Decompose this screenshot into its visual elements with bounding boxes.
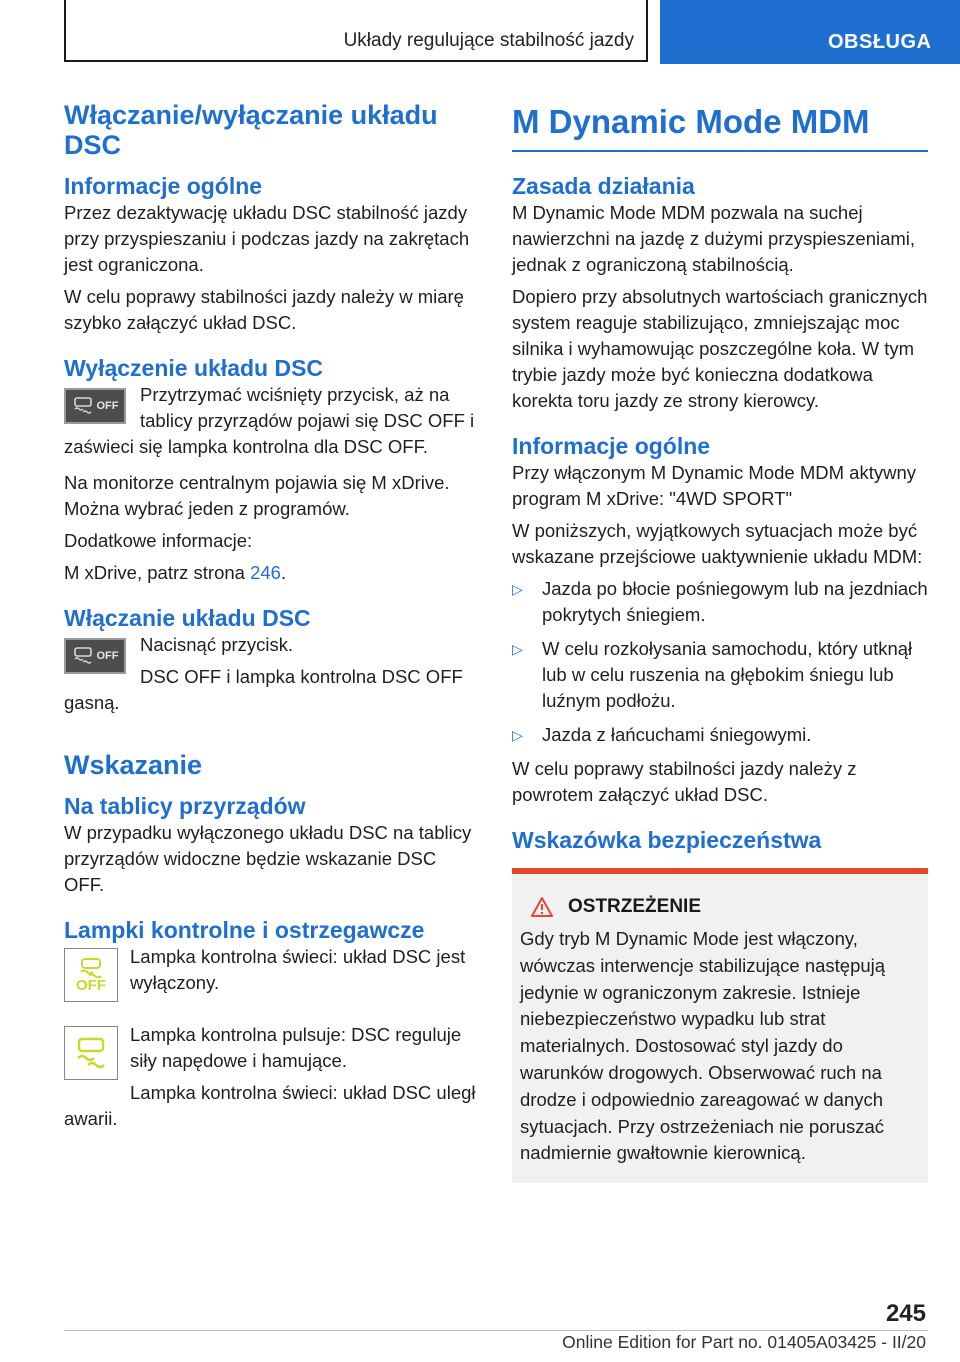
dsc-lamp-icon: [64, 1026, 118, 1080]
subheading-general-info: Informacje ogólne: [512, 433, 711, 459]
header-title: Układy regulujące stabilność jazdy: [343, 30, 634, 51]
footer-edition: Online Edition for Part no. 01405A03425 - II/20: [562, 1332, 926, 1352]
dsc-off-button-icon: [64, 638, 126, 674]
subheading-instrument-panel: Na tablicy przyrządów: [64, 793, 306, 819]
dsc-off-lamp-icon: [64, 948, 118, 1002]
lamp-row-off: [64, 944, 478, 1008]
subheading-safety-note: Wskazówka bezpieczeństwa: [512, 827, 822, 853]
situation-list: [512, 576, 928, 748]
skidding-car-icon: [72, 397, 94, 415]
dsc-off-button-icon: [64, 388, 126, 424]
paragraph: Lampka kontrolna świeci: układ DSC uległ awarii.: [64, 1082, 476, 1129]
paragraph: Przy włączonym M Dynamic Mode MDM aktywny program M xDrive: "4WD SPORT": [512, 462, 916, 509]
paragraph: Dodatkowe informacje:: [64, 530, 253, 551]
page-link-246[interactable]: 246: [250, 562, 281, 583]
subheading-general-info: Informacje ogólne: [64, 173, 263, 199]
paragraph: DSC OFF i lampka kontrolna DSC OFF gasną.: [64, 666, 463, 713]
list-item: ▷ Jazda z łańcuchami śniegowymi.: [512, 722, 928, 748]
bullet-triangle-icon: ▷: [512, 581, 523, 597]
paragraph: Lampka kontrolna świeci: układ DSC jest wyłączony.: [130, 946, 466, 993]
button-off-label: OFF: [96, 650, 119, 662]
page-number: 245: [885, 1300, 926, 1327]
paragraph: W przypadku wyłączonego układu DSC na tablicy przyrządów widoczne będzie wskazanie DSC OFF.: [64, 822, 472, 895]
paragraph: Przez dezaktywację układu DSC stabilność jazdy przy przyspieszaniu i podczas jazdy na zakrętach jest ograniczona.: [64, 202, 470, 275]
button-off-label: OFF: [96, 400, 119, 412]
dsc-on-instruction: [64, 632, 478, 716]
paragraph: W celu poprawy stabilności jazdy należy w miarę szybko załączyć układ DSC.: [64, 286, 464, 333]
skidding-car-icon: [74, 1036, 108, 1070]
warning-title: OSTRZEŻENIE: [568, 896, 702, 917]
subheading-principle: Zasada działania: [512, 173, 695, 199]
paragraph: Lampka kontrolna pulsuje: DSC reguluje siły napędowe i hamujące.: [130, 1024, 462, 1071]
warning-text: Gdy tryb M Dynamic Mode jest włączony, wówczas interwencje stabilizujące następują jedynie w ograniczonym zakresie. Istnieje niebezpieczeństwo wypadku lub strat materialnych. Dostosować styl jazdy do warunków drogowych. Obserwować ruch na drodze i odpowiednio zareagować w danych sytuacjach. Przy ostrzeżeniach nie poruszać nadmiernie gwałtownie kierownicą.: [520, 928, 886, 1164]
paragraph: W poniższych, wyjątkowych sytuacjach może być wskazane przejściowe uaktywnienie układu MDM:: [512, 520, 923, 567]
skidding-car-icon: [78, 958, 104, 978]
left-column: [64, 100, 478, 1132]
paragraph: W celu poprawy stabilności jazdy należy z powrotem załączyć układ DSC.: [512, 758, 857, 805]
subheading-warning-lamps: Lampki kontrolne i ostrzegawcze: [64, 917, 425, 943]
paragraph: M Dynamic Mode MDM pozwala na suchej nawierzchni na jazdę z dużymi przyspieszeniami, jednak z ograniczoną stabilnością.: [512, 202, 916, 275]
right-column: [512, 100, 928, 1183]
subheading-dsc-off: Wyłączenie układu DSC: [64, 355, 324, 381]
header-frame: [64, 0, 648, 62]
warning-box: [512, 868, 928, 1183]
paragraph: Przytrzymać wciśnięty przycisk, aż na tablicy przyrządów pojawi się DSC OFF i zaświeci się lampka kontrolna dla DSC OFF.: [64, 384, 475, 457]
lamp-row-dsc: [64, 1022, 478, 1132]
section-heading-dsc: Włączanie/wyłączanie układu DSC: [64, 100, 438, 160]
cross-reference: [64, 560, 478, 586]
lamp-off-label: OFF: [76, 976, 106, 994]
bullet-triangle-icon: ▷: [512, 727, 523, 743]
page-header: [0, 0, 960, 66]
header-section-tab: OBSŁUGA: [660, 0, 960, 64]
subheading-dsc-on: Włączanie układu DSC: [64, 605, 311, 631]
paragraph: Dopiero przy absolutnych wartościach granicznych system reaguje stabilizująco, zmniejszając moc silnika i wyhamowując poszczególne koła. W tym trybie jazdy może być konieczna dodatkowa korekta toru jazdy ze strony kierowcy.: [512, 286, 928, 411]
skidding-car-icon: [72, 647, 94, 665]
section-heading-indicator: Wskazanie: [64, 750, 203, 780]
warning-triangle-icon: [530, 896, 554, 918]
dsc-off-instruction: [64, 382, 478, 460]
warning-header: [530, 896, 920, 918]
paragraph: Na monitorze centralnym pojawia się M xDrive. Można wybrać jeden z programów.: [64, 472, 450, 519]
bullet-triangle-icon: ▷: [512, 641, 523, 657]
reference-prefix: M xDrive, patrz strona: [64, 562, 251, 583]
section-heading-mdm: M Dynamic Mode MDM: [512, 100, 928, 152]
list-item: ▷ Jazda po błocie pośniegowym lub na jezdniach pokrytych śniegiem.: [512, 578, 928, 625]
paragraph: Nacisnąć przycisk.: [140, 634, 294, 655]
list-item: ▷ W celu rozkołysania samochodu, który utknął lub w celu ruszenia na głębokim śniegu lub luźnym podłożu.: [512, 638, 913, 711]
footer-divider: [64, 1330, 928, 1331]
reference-suffix: .: [280, 562, 287, 583]
